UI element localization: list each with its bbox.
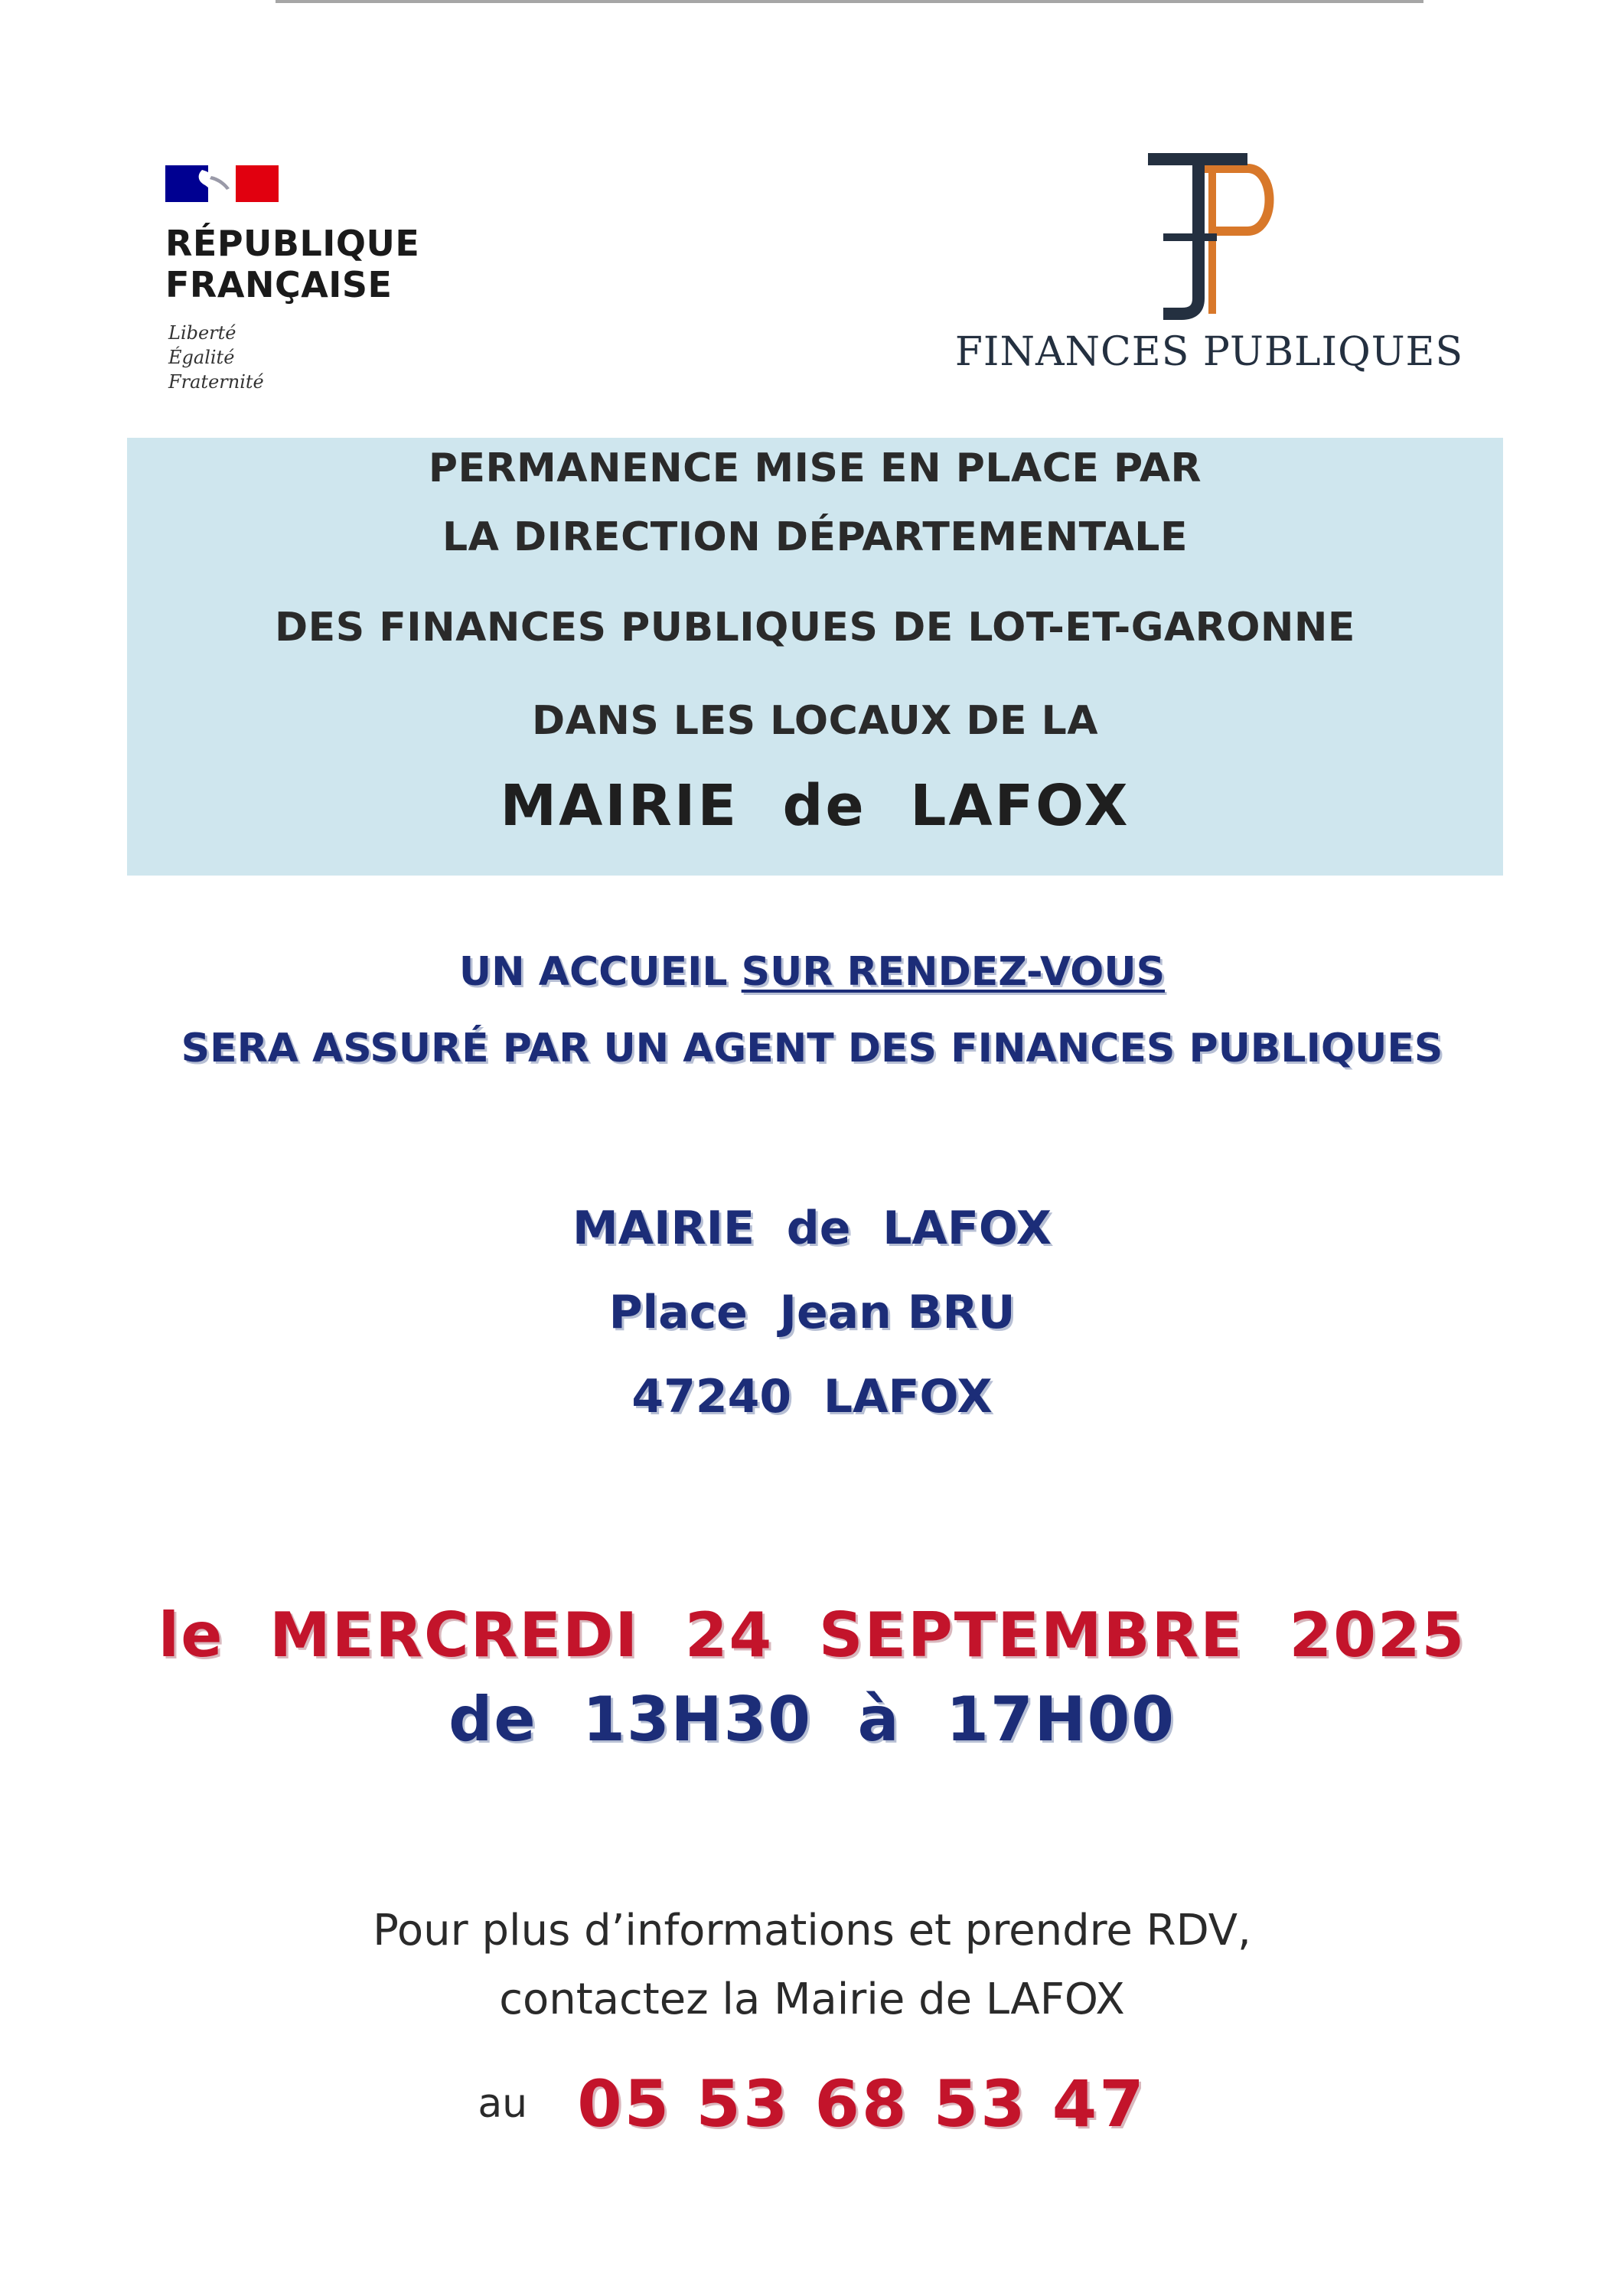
motto-egalite: Égalité <box>168 347 235 368</box>
republique-name-line2: FRANÇAISE <box>165 264 393 305</box>
accueil-prefix: UN ACCUEIL <box>458 949 742 995</box>
address-line-2: Place Jean BRU <box>608 1286 1016 1339</box>
phone-row <box>0 2066 1624 2141</box>
contact-line-1: Pour plus d’informations et prendre RDV, <box>373 1906 1251 1955</box>
box-line-4: DANS LES LOCAUX DE LA <box>531 698 1099 744</box>
box-line-1: PERMANENCE MISE EN PLACE PAR <box>428 445 1202 491</box>
marianne-flag-icon <box>165 162 279 205</box>
box-line-3: DES FINANCES PUBLIQUES DE LOT-ET-GARONNE <box>275 605 1355 651</box>
contact-line-2: contactez la Mairie de LAFOX <box>499 1975 1125 2024</box>
permanence-info-box <box>127 438 1503 876</box>
address-line-3: 47240 LAFOX <box>631 1370 993 1424</box>
finances-publiques-fp-icon <box>1133 145 1278 321</box>
accueil-line-1 <box>0 949 1624 995</box>
box-mairie-title: MAIRIE de LAFOX <box>500 773 1130 839</box>
motto-fraternite: Fraternité <box>168 371 264 393</box>
scan-edge-line <box>276 0 1423 3</box>
phone-prefix: au <box>478 2081 528 2127</box>
republique-name-line1: RÉPUBLIQUE <box>165 223 420 264</box>
accueil-line-2: SERA ASSURÉ PAR UN AGENT DES FINANCES PUBLIQUES <box>181 1026 1443 1071</box>
motto-liberte: Liberté <box>168 322 236 344</box>
box-line-2: LA DIRECTION DÉPARTEMENTALE <box>442 514 1188 560</box>
accueil-rendez-vous: SUR RENDEZ-VOUS <box>741 949 1166 995</box>
address-line-1: MAIRIE de LAFOX <box>572 1202 1052 1255</box>
finances-publiques-logo <box>941 145 1477 398</box>
republique-francaise-logo <box>165 162 456 415</box>
finances-publiques-wordmark: FINANCES PUBLIQUES <box>954 329 1464 375</box>
permanence-hours: de 13H30 à 17H00 <box>448 1684 1176 1755</box>
phone-number: 05 53 68 53 47 <box>577 2066 1146 2141</box>
permanence-date: le MERCREDI 24 SEPTEMBRE 2025 <box>158 1600 1466 1671</box>
